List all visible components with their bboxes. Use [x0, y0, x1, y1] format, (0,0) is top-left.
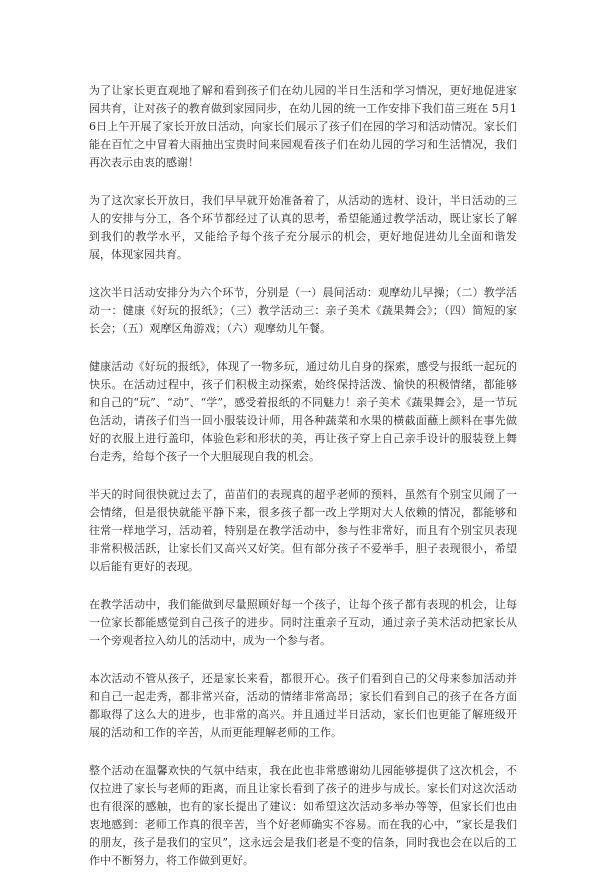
paragraph-schedule: 这次半日活动安排分为六个环节，分别是（一）晨间活动：观摩幼儿早操；（二）教学活动一：健康《好玩的报纸》；（三）教学活动三：亲子美术《蔬果舞会》；（四）简短的家长会；（五）观摩区角游戏；（六）观摩幼儿午餐。 — [89, 286, 517, 335]
document-body — [89, 82, 517, 890]
paragraph-preparation: 为了这次家长开放日，我们早早就开始准备着了，从活动的选材、设计，半日活动的三人的安排与分工，各个环节都经过了认真的思考，希望能通过教学活动，既让家长了解到我们的教学水平，又能给予每个孩子充分展示的机会，更好地促进幼儿全面和谐发展，体现家园共育。 — [89, 194, 517, 261]
paragraph-performance: 半天的时间很快就过去了，苗苗们的表现真的超乎老师的预料，虽然有个别宝贝闹了一会情绪，但是很快就能平静下来，很多孩子都一改上学期对大人依赖的情况，都能够和往常一样地学习，活动着，特别是在教学活动中，参与性非常好，而且有个别宝贝表现非常积极活跃，让家长们又高兴又好笑。但有部分孩子不爱举手，胆子表现很小，希望以后能有更好的表现。 — [89, 488, 517, 573]
paragraph-conclusion: 整个活动在温馨欢快的气氛中结束，我在此也非常感谢幼儿园能够提供了这次机会，不仅拉进了家长与老师的距离，而且让家长看到了孩子的进步与成长。家长们对这次活动也有很深的感触，也有的家长提出了建议：如希望这次活动多举办等等，但家长们也由衷地感到：老师工作真的很辛苦，当个好老师确实不容易。而在我的心中，“家长是我们的朋友，孩子是我们的宝贝”，这永远会是我们老是不变的信条，同时我也会在以后的工作中不断努力，将工作做到更好。 — [89, 764, 517, 867]
paragraph-intro: 为了让家长更直观地了解和看到孩子们在幼儿园的半日生活和学习情况，更好地促进家园共育，让对孩子的教育做到家园同步，在幼儿园的统一工作安排下我们苗三班在 5月16日上午开展了家长开放日活动，向家长们展示了孩子们在园的学习和活动情况。家长们能在百忙之中冒着大雨抽出宝贵时间来园观看孩子们在幼儿园的学习和生活情况，我们再次表示由衷的感谢！ — [89, 84, 517, 169]
paragraph-teaching: 在教学活动中，我们能做到尽量照顾好每一个孩子，让每个孩子都有表现的机会，让每一位家长都能感觉到自己孩子的进步。同时注重亲子互动，通过亲子美术活动把家长从一个旁观者拉入幼儿的活动中，成为一个参与者。 — [89, 598, 517, 647]
paragraph-activities: 健康活动《好玩的报纸》，体现了一物多玩，通过幼儿自身的探索，感受与报纸一起玩的快乐。在活动过程中，孩子们积极主动探索，始终保持活泼、愉快的积极情绪，都能够和自己的“玩”、“动”、“学”，感受着报纸的不同魅力！亲子美术《蔬果舞会》，是一节玩色活动，请孩子们当一回小服装设计师，用各种蔬菜和水果的横截面蘸上颜料在事先做好的衣服上进行盖印，体验色彩和形状的美，再让孩子穿上自己亲手设计的服装登上舞台走秀，给每个孩子一个大胆展现自我的机会。 — [89, 360, 517, 463]
paragraph-feedback: 本次活动不管从孩子，还是家长来看，都很开心。孩子们看到自己的父母来参加活动并和自己一起走秀，都非常兴奋，活动的情绪非常高昂；家长们看到自己的孩子在各方面都取得了这么大的进步，也非常的高兴。并且通过半日活动，家长们也更能了解班级开展的活动和工作的辛苦，从而更能理解老师的工作。 — [89, 672, 517, 739]
